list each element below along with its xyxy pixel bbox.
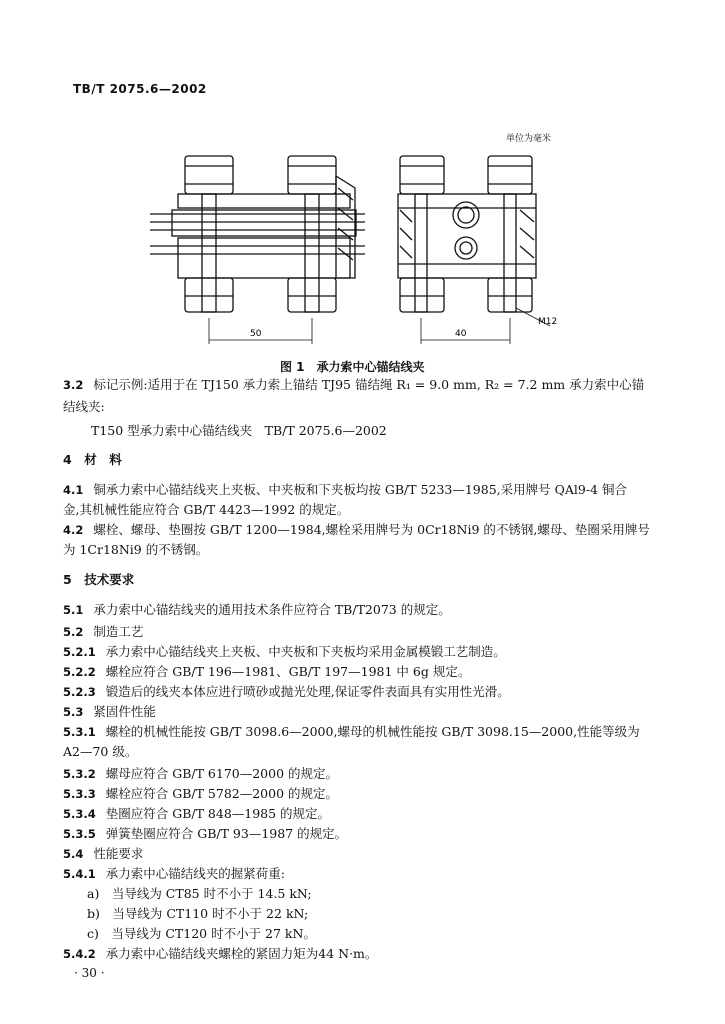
marking-example: T150 型承力索中心锚结线夹 TB/T 2075.6—2002 xyxy=(91,423,387,438)
lower-plate xyxy=(178,238,350,278)
clause-4-2: 4.2 螺栓、螺母、垫圈按 GB/T 1200—1984,螺栓采用牌号为 0Cr18Ni9 的不锈钢,螺母、垫圈采用牌号 xyxy=(63,522,650,537)
clause-4-2-cont: 为 1Cr18Ni9 的不锈钢。 xyxy=(63,542,209,557)
clause-5-2-1: 5.2.1 承力索中心锚结线夹上夹板、中夹板和下夹板均采用金属模锻工艺制造。 xyxy=(63,644,506,659)
clause-5-3: 5.3 紧固件性能 xyxy=(63,704,156,719)
clause-5-3-4: 5.3.4 垫圈应符合 GB/T 848—1985 的规定。 xyxy=(63,806,331,821)
bottom-nut-left xyxy=(185,278,233,312)
list-item-b: b) 当导线为 CT110 时不小于 22 kN; xyxy=(87,906,309,921)
dimension-50: 50 xyxy=(250,329,262,339)
clause-5-1: 5.1 承力索中心锚结线夹的通用技术条件应符合 TB/T2073 的规定。 xyxy=(63,602,451,617)
upper-plate xyxy=(178,194,350,208)
clause-5-2: 5.2 制造工艺 xyxy=(63,624,144,639)
page-number: · 30 · xyxy=(74,966,105,980)
clause-5-3-2: 5.3.2 螺母应符合 GB/T 6170—2000 的规定。 xyxy=(63,766,339,781)
dimension-40: 40 xyxy=(455,329,467,339)
clause-4-1-cont: 金,其机械性能应符合 GB/T 4423—1992 的规定。 xyxy=(63,502,350,517)
clause-5-3-1-cont: A2—70 级。 xyxy=(63,744,138,759)
document-code-header: TB/T 2075.6—2002 xyxy=(73,82,207,96)
cable-section-upper xyxy=(453,202,479,228)
clause-3-2: 3.2 标记示例:适用于在 TJ150 承力索上锚结 TJ95 锚结绳 R₁ = 9.0 mm, R₂ = 7.2 mm 承力索中心锚 xyxy=(63,377,645,392)
section-5-title: 5 技术要求 xyxy=(63,572,135,587)
list-item-a: a) 当导线为 CT85 时不小于 14.5 kN; xyxy=(87,886,312,901)
clause-3-2-cont: 结线夹: xyxy=(63,399,105,414)
cable-section-lower xyxy=(455,237,477,259)
list-item-c: c) 当导线为 CT120 时不小于 27 kN。 xyxy=(87,926,316,941)
clause-5-4-1: 5.4.1 承力索中心锚结线夹的握紧荷重: xyxy=(63,866,285,881)
clause-5-3-5: 5.3.5 弹簧垫圈应符合 GB/T 93—1987 的规定。 xyxy=(63,826,348,841)
clause-5-3-3: 5.3.3 螺栓应符合 GB/T 5782—2000 的规定。 xyxy=(63,786,339,801)
clause-5-3-1: 5.3.1 螺栓的机械性能按 GB/T 3098.6—2000,螺母的机械性能按 GB/T 3098.15—2000,性能等级为 xyxy=(63,724,640,739)
clamp-drawing xyxy=(150,148,580,353)
clause-5-4-2: 5.4.2 承力索中心锚结线夹螺栓的紧固力矩为44 N·m。 xyxy=(63,946,378,961)
top-nut-right xyxy=(288,156,336,194)
top-nut-left xyxy=(185,156,233,194)
clause-4-1: 4.1 铜承力索中心锚结线夹上夹板、中夹板和下夹板均按 GB/T 5233—1985,采用牌号 QAl9-4 铜合 xyxy=(63,482,627,497)
section-4-title: 4 材 料 xyxy=(63,452,122,467)
clause-5-2-3: 5.2.3 锻造后的线夹本体应进行喷砂或抛光处理,保证零件表面具有实用性光滑。 xyxy=(63,684,510,699)
bottom-nut-right xyxy=(288,278,336,312)
bolt-label: M12 xyxy=(538,317,558,327)
figure-caption: 图 1 承力索中心锚结线夹 xyxy=(280,360,425,374)
clause-5-4: 5.4 性能要求 xyxy=(63,846,144,861)
unit-note: 单位为毫米 xyxy=(506,134,552,144)
clause-5-2-2: 5.2.2 螺栓应符合 GB/T 196—1981、GB/T 197—1981 中 6g 规定。 xyxy=(63,664,471,679)
